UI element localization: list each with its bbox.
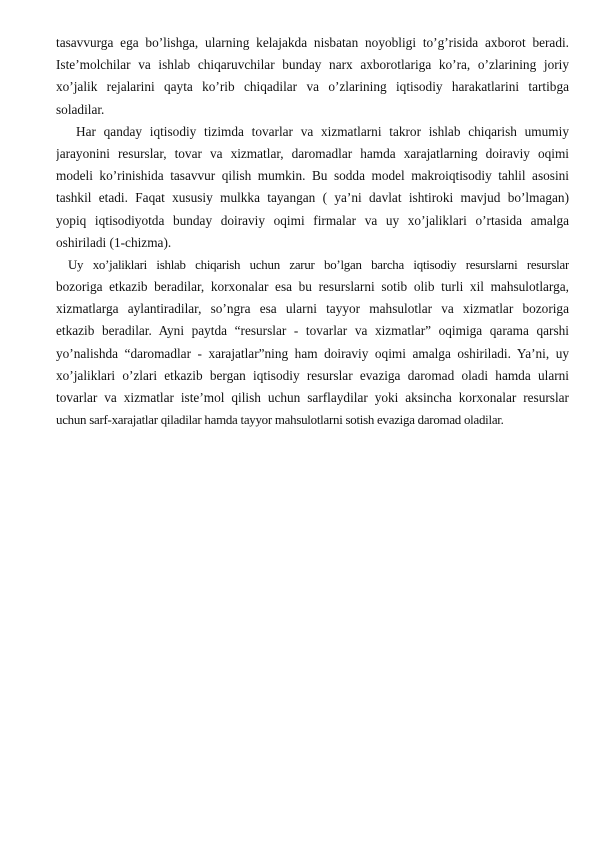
text-line: soladilar.	[56, 101, 105, 117]
text-line: tovarlar va xizmatlar iste’mol qilish uchun sarflaydilar yoki aksincha korxonalar resurslar	[56, 390, 569, 405]
text-line: oshiriladi (1-chizma).	[56, 234, 172, 250]
text-line: xizmatlarga aylantiradilar, so’ngra esa ularni tayyor mahsulotlar va xizmatlar bozoriga	[56, 301, 569, 317]
text-line: tashkil etadi. Faqat xususiy mulkka tayangan ( ya’ni davlat ishtiroki mavjud bo’lmagan)	[56, 190, 569, 206]
text-line: yo’nalishda “daromadlar - xarajatlar”ning ham doiraviy oqimi amalga oshiriladi. Ya’ni, uy	[56, 345, 569, 361]
text-line: Uy xo’jaliklari ishlab chiqarish uchun zarur bo’lgan barcha iqtisodiy resurslarni resurslar	[68, 257, 569, 272]
text-line: tasavvurga ega bo’lishga, ularning kelajakda nisbatan noyobligi to’g’risida axborot beradi.	[56, 35, 569, 50]
text-line: xo’jaliklari o’zlari etkazib bergan iqtisodiy resurslar evaziga daromad oladi hamda ularni	[56, 367, 569, 383]
text-line: modeli ko’rinishida tasavvur qilish mumkin. Bu sodda model makroiqtisodiy tahlil asosini	[56, 168, 569, 184]
text-line: etkazib beradilar. Ayni paytda “resurslar - tovarlar va xizmatlar” oqimiga qarama qarshi	[56, 323, 569, 339]
text-line: Har qanday iqtisodiy tizimda tovarlar va xizmatlarni takror ishlab chiqarish umumiy	[76, 123, 569, 139]
text-line: jarayonini resurslar, tovar va xizmatlar, daromadlar hamda xarajatlarning doiraviy oqimi	[56, 145, 569, 161]
text-line: xo’jalik rejalarini qayta ko’rib chiqadilar va o’zlarining iqtisodiy harakatlarini tartibga	[56, 79, 569, 95]
document-page	[56, 32, 569, 431]
text-line: bozoriga etkazib beradilar, korxonalar esa bu resurslarni sotib olib turli xil mahsulotlarga,	[56, 279, 569, 295]
text-line: uchun sarf-xarajatlar qiladilar hamda tayyor mahsulotlarni sotish evaziga daromad oladilar.	[56, 413, 504, 428]
text-line: yopiq iqtisodiyotda bunday doiraviy oqimi firmalar va uy xo’jaliklari o’rtasida amalga	[56, 212, 569, 228]
text-line: Iste’molchilar va ishlab chiqaruvchilar bunday narx axborotlariga ko’ra, o’zlarining joriy	[56, 57, 569, 73]
